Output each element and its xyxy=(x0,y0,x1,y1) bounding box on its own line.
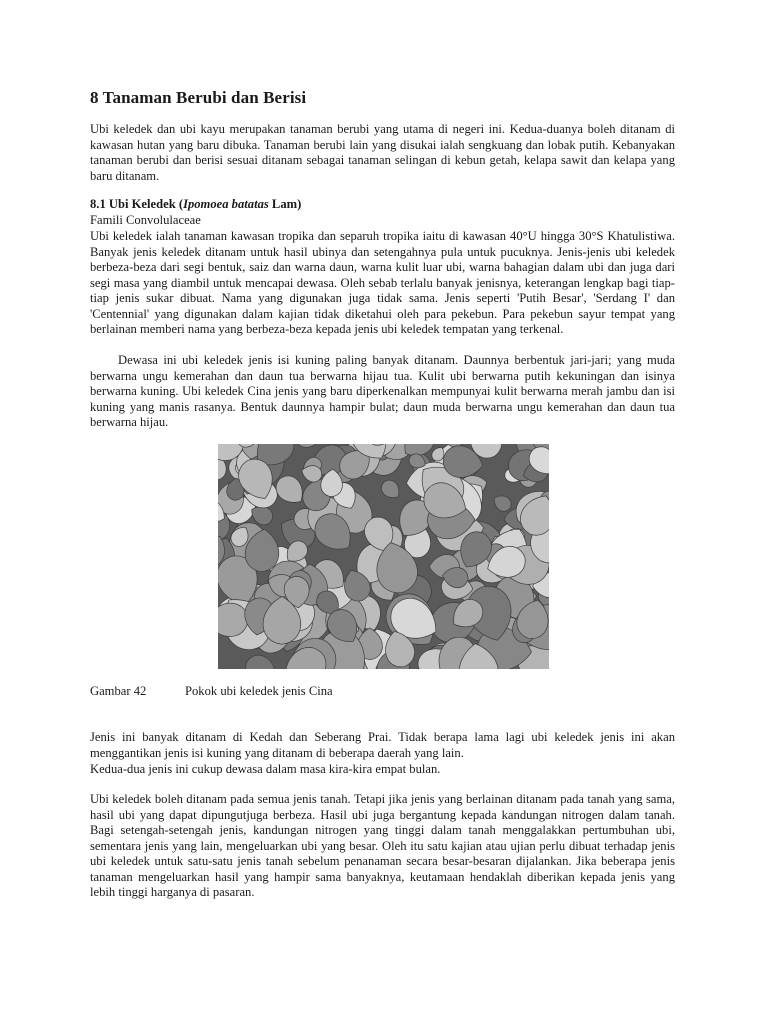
section-heading-suffix: Lam) xyxy=(268,197,302,211)
paragraph-soil: Ubi keledek boleh ditanam pada semua jenis tanah. Tetapi jika jenis yang berlainan ditanam pada tanah yang sama, hasil ubi yang dapat dipungutjuga berbeza. Hasil ubi juga bergantung kepada kandungan nitrogen dalam tanah. Bagi setengah-setengah jenis, kandungan nitrogen yang tinggi dalam tanah menggalakkan pertumbuhan ubi, sementara jenis yang lain, mengeluarkan ubi yang besar. Oleh itu satu kajian atau ujian perlu dibuat terhadap jenis ubi keledek untuk satu-satu jenis tanah sebelum penanaman secara besar-besaran dijalankan. Jika beberapa jenis tanaman mengeluarkan hasil yang hampir sama banyaknya, keutamaan hendaklah diberikan kepada jenis yang lebih tinggi harganya di pasaran. xyxy=(90,792,675,899)
paragraph-kedah: Jenis ini banyak ditanam di Kedah dan Seberang Prai. Tidak berapa lama lagi ubi keledek jenis ini akan menggantikan jenis isi kuning yang ditanam di beberapa daerah yang lain. xyxy=(90,730,675,760)
section-heading-prefix: 8.1 Ubi Keledek ( xyxy=(90,197,184,211)
sweet-potato-plant-photo xyxy=(218,444,549,669)
section-heading-latin-name: Ipomoea batatas xyxy=(183,197,269,211)
description-paragraph-2: Dewasa ini ubi keledek jenis isi kuning paling banyak ditanam. Daunnya berbentuk jari-jari; yang muda berwarna ungu kemerahan dan daun tua berwarna hijau tua. Kulit ubi berwarna putih kekuningan dan isinya berwarna kuning. Ubi keledek Cina jenis yang baru diperkenalkan mempunyai kulit berwarna merah jambu dan isi kuning yang manis rasanya. Bentuk daunnya hampir bulat; daun muda berwarna ungu kemerahan dan daun tua berwarna hijau. xyxy=(90,353,675,429)
intro-paragraph: Ubi keledek dan ubi kayu merupakan tanaman berubi yang utama di negeri ini. Kedua-duanya boleh ditanam di kawasan hutan yang baru dibuka. Tanaman berubi lain yang disukai ialah sengkuang dan lobak putih. Kebanyakan tanaman berubi dan berisi sesuai ditanam sebagai tanaman selingan di kebun getah, kelapa sawit dan kelapa yang baru ditanam. xyxy=(90,122,675,183)
figure-caption-text: Pokok ubi keledek jenis Cina xyxy=(185,684,333,698)
family-label: Famili Convolulaceae xyxy=(90,213,201,227)
paragraph-maturity: Kedua-dua jenis ini cukup dewasa dalam masa kira-kira empat bulan. xyxy=(90,762,441,776)
leaf-field-image xyxy=(218,444,549,669)
description-paragraph-1: Ubi keledek ialah tanaman kawasan tropika dan separuh tropika iaitu di kawasan 40°U hingga 30°S Khatulistiwa. Banyak jenis keledek ditanam untuk hasil ubinya dan setengahnya pula untuk pucuknya. Jenis-jenis ubi keledek berbeza-beza dari segi bentuk, saiz dan warna daun, warna kulit luar ubi, warna bahagian dalam ubi dan juga dari segi masa yang diambil untuk mencapai dewasa. Oleh sebab terlalu banyak jenisnya, keterangan lengkap bagi tiap-tiap jenis sukar dibuat. Nama yang digunakan juga tidak sama. Jenis seperti 'Putih Besar', 'Serdang I' dan 'Centennial' yang digunakan dalam kajian tidak diketahui oleh para pekebun. Para pekebun sayur tempat yang berlainan memberi nama yang berbeza-beza kepada jenis ubi keledek tempatan yang terkenal. xyxy=(90,229,675,336)
figure-number: Gambar 42 xyxy=(90,684,147,698)
figure-caption xyxy=(90,684,333,699)
section-heading xyxy=(90,197,301,212)
chapter-heading: 8 Tanaman Berubi dan Berisi xyxy=(90,88,307,107)
